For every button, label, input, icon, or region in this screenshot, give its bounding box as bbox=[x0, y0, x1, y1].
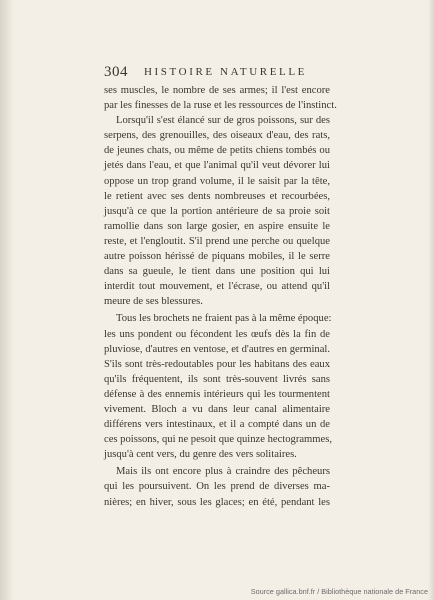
text-line: jusqu'à ce que la portion antérieure de sa proie soit bbox=[104, 205, 330, 217]
text-line: ramollie dans son large gosier, en aspire ensuite le bbox=[104, 220, 330, 232]
running-title: HISTOIRE NATURELLE bbox=[144, 66, 308, 78]
text-line: oppose un trop grand volume, il le saisit par la tête, bbox=[104, 175, 330, 187]
text-line: meure de ses blessures. bbox=[104, 296, 203, 308]
text-line: dans sa gueule, le tient dans une position qui lui bbox=[104, 266, 330, 278]
text-line: les uns pondent ou fécondent les œufs dès la fin de bbox=[104, 328, 330, 340]
text-line: ses muscles, le nombre de ses armes; il l'est encore bbox=[104, 85, 330, 96]
text-line: pluviose, d'autres en ventose, et d'autres en germinal. bbox=[104, 343, 330, 355]
text-line: le retient avec ses dents nombreuses et recourbées, bbox=[104, 190, 330, 202]
text-line: serpens, des grenouilles, des oiseaux d'eau, des rats, bbox=[104, 130, 330, 142]
page-header bbox=[104, 64, 326, 82]
page-number: 304 bbox=[104, 64, 128, 80]
text-line: autre poisson hérissé de piquans mobiles, il le serre bbox=[104, 251, 330, 263]
text-line: ces poissons, qui ne pesoit que quinze hectogrammes, bbox=[104, 434, 333, 446]
text-line: différens vers intestinaux, et il a compté dans un de bbox=[104, 419, 330, 431]
page-edge-shadow bbox=[428, 0, 434, 600]
text-line: vivement. Bloch a vu dans leur canal alimentaire bbox=[104, 403, 330, 415]
text-line: S'ils sont très-redoutables pour les habitans des eaux bbox=[104, 358, 330, 370]
text-line: Lorsqu'il s'est élancé sur de gros poissons, sur des bbox=[116, 115, 330, 127]
text-line: Mais ils ont encore plus à craindre des pêcheurs bbox=[116, 466, 330, 478]
text-line: interdit tout mouvement, et l'écrase, ou attend qu'il bbox=[104, 281, 330, 293]
page-gutter-shadow bbox=[0, 0, 14, 600]
text-line: jetés dans l'eau, et que l'animal qu'il veut dévorer lui bbox=[104, 160, 330, 172]
text-line: Tous les brochets ne fraient pas à la même époque: bbox=[116, 313, 332, 325]
text-line: qui les poursuivent. On les prend de diverses ma- bbox=[104, 481, 330, 493]
text-line: de jeunes chats, ou même de petits chiens tombés ou bbox=[104, 145, 330, 157]
text-line: défense à des ennemis intérieurs qui les tourmentent bbox=[104, 388, 330, 400]
text-line: reste, et l'engloutit. S'il prend une perche ou quelque bbox=[104, 235, 330, 247]
body-text bbox=[104, 83, 337, 510]
text-line: par les finesses de la ruse et les ressources de l'instinct. bbox=[104, 100, 337, 112]
text-line: jusqu'à cent vers, du genre des vers solitaires. bbox=[104, 449, 297, 461]
source-credit: Source gallica.bnf.fr / Bibliothèque nationale de France bbox=[250, 587, 428, 596]
text-line: qu'ils fréquentent, ils sont très-souvent livrés sans bbox=[104, 373, 330, 385]
text-line: nières; en hiver, sous les glaces; en été, pendant les bbox=[104, 496, 330, 508]
